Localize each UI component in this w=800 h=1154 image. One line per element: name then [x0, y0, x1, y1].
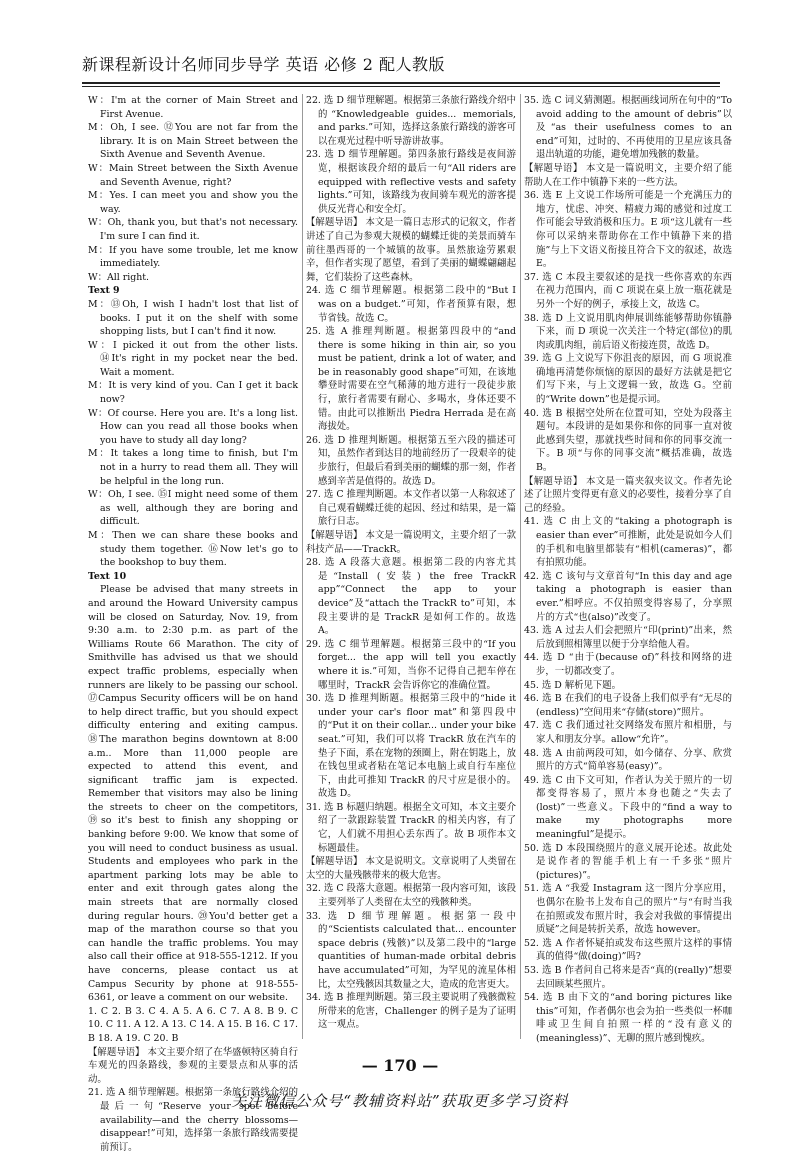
paragraph: 54. 选 B 由下文的“and boring pictures like this”可知，作者偶尔也会为拍一些类似一杯咖啡或卫生间自拍照一样的“没有意义的(meaningless)”、无聊的照片感到愧疚。	[524, 992, 732, 1044]
paragraph: 52. 选 A 作者怀疑拍或发布这些照片这样的事情真的值得“做(doing)”吗?	[524, 937, 732, 963]
paragraph: M：Then we can share these books and study them together. ⑯Now let's go to the bookshop to buy them.	[88, 530, 298, 569]
paragraph: 【解题导语】 本文主要介绍了在华盛顿特区骑自行车观光的四条路线，参观的主要景点和从事的活动。	[88, 1046, 298, 1085]
paragraph: 34. 选 B 推理判断题。第三段主要说明了残骸微粒所带来的危害，Challenger 的例子是为了证明这一观点。	[306, 992, 516, 1031]
paragraph: 【解题导语】 本文是一篇说明文，主要介绍了一款科技产品——TrackR。	[306, 530, 516, 555]
paragraph: 39. 选 G 上文说写下你沮丧的原因，而 G 项说准确地再清楚你烦恼的原因的最好方法就是把它们写下来，与上文逻辑一致，故选 G。空前的“Write down”也是提示词。	[524, 353, 732, 406]
paragraph: 40. 选 B 根据空处所在位置可知，空处为段落主题句。本段讲的是如果你和你的同事一直对彼此感到失望，那就找些时间和你的同事交流一下。B 项“与你的同事交流”概括准确，故选 B。	[524, 407, 732, 474]
paragraph: 35. 选 C 词义猜测题。根据画线词所在句中的“To avoid adding to the amount of debris”以及“as their usefulness comes to an end”可知，过时的、不再使用的卫星应该具备退出轨道的功能，避免增加残骸的数量。	[524, 95, 732, 161]
paragraph: 37. 选 C 本段主要叙述的是找一些你喜欢的东西在视力范围内，而 C 项说在桌上放一瓶花就是另外一个好的例子，承接上文，故选 C。	[524, 271, 732, 310]
paragraph: 【解题导语】 本文是一篇说明文，主要介绍了能帮助人在工作中镇静下来的一些方法。	[524, 162, 732, 188]
paragraph: M：Yes. I can meet you and show you the way.	[88, 190, 298, 215]
paragraph: 47. 选 C 我们通过社交网络发布照片和相册，与家人和朋友分享。allow“允许”。	[524, 720, 732, 745]
column-left	[88, 94, 298, 1153]
paragraph: W：Oh, thank you, but that's not necessary. I'm sure I can find it.	[88, 217, 298, 242]
column-middle	[306, 94, 516, 1044]
paragraph: 【解题导语】 本文是一篇夹叙夹议文。作者先论述了让照片变得更有意义的必要性，接着分享了自己的经验。	[524, 475, 732, 514]
paragraph: 22. 选 D 细节理解题。根据第三条旅行路线介绍中的“Knowledgeable guides... memorials, and parks.”可知，选择这条旅行路线的游客可以在观光过程中听导游讲故事。	[306, 95, 516, 147]
paragraph: 44. 选 D “由于(because of)”科技和网络的进步，一切都改变了。	[524, 652, 732, 677]
footer-note: 关注微信公众号“教辅资料站”获取更多学习资料	[231, 1092, 569, 1110]
paragraph: W：Main Street between the Sixth Avenue and Seventh Avenue, right?	[88, 162, 298, 188]
paragraph: W：Oh, I see. ⑮I might need some of them as well, although they are boring and difficult.	[88, 489, 298, 528]
paragraph: 50. 选 D 本段围绕照片的意义展开论述。故此处是说作者的智能手机上有一千多张“照片(pictures)”。	[524, 842, 732, 881]
paragraph: W：I picked it out from the other lists. ⑭It's right in my pocket near the bed. Wait a moment.	[88, 339, 298, 378]
paragraph: W：I'm at the corner of Main Street and First Avenue.	[88, 95, 298, 120]
paragraph: 43. 选 A 过去人们会把照片“印(print)”出来，然后放到照相簿里以便于分享给他人看。	[524, 625, 732, 650]
paragraph: 29. 选 C 细节理解题。根据第三段中的“If you forget... the app will tell you exactly where it is.”可知，当你不记得自己把车停在哪里时，TrackR 会告诉你它的准确位置。	[306, 638, 516, 691]
paragraph: 24. 选 C 细节理解题。根据第二段中的“But I was on a budget.”可知，作者预算有限，想节省钱。故选 C。	[306, 285, 516, 324]
paragraph: W：Of course. Here you are. It's a long list. How can you read all those books when you have to study all day long?	[88, 407, 298, 446]
header-rule	[82, 82, 720, 84]
paragraph: W：All right.	[88, 271, 150, 283]
paragraph: 38. 选 D 上文说用肌肉伸展训练能够帮助你镇静下来，而 D 项说一次关注一个特定(部位)的肌肉或肌肉组，前后语义衔接连贯，故选 D。	[524, 312, 732, 351]
paragraph: 31. 选 B 标题归纳题。根据全文可知，本文主要介绍了一款跟踪装置 TrackR 的相关内容，有了它，人们就不用担心丢东西了。故 B 项作本文标题最佳。	[306, 801, 516, 854]
paragraph: 48. 选 A 由前两段可知，如今储存、分享、欣赏照片的方式“简单容易(easy)”。	[524, 747, 732, 773]
column-right	[524, 94, 732, 1044]
header-rule-thin	[82, 86, 720, 87]
paragraph: Please be advised that many streets in and around the Howard University campus will be closed on Saturday, Nov. 19, from 9:30 a.m. to 2:30 p.m. as part of the Williams Route 66 Marathon. The city of Smithville has advised us that we should expect traffic problems, especially when runners are likely to be passing our school. ⑰Campus Security officers will be on hand to help direct traffic, but you should expect difficulty entering and exiting campus. ⑱The marathon begins downtown at 8:00 a.m.. More than 11,000 people are expected to attend this event, and significant traffic jam is expected. Remember that visitors may also be lining the streets to cheer on the competitors, ⑲so it's best to finish any shopping or banking before 9:00. We know that some of you will need to conduct business as usual. Students and employees who park in the apartment parking lots may be able to enter and exit through gates along the main streets that are normally closed during regular hours. ⑳You'd better get a map of the marathon course so that you can handle the traffic problems. You may also call their office at 918-555-1212. If you have concerns, please contact us at Campus Security by phone at 918-555-6361, or leave a comment on our website.	[88, 584, 298, 1004]
paragraph: 25. 选 A 推理判断题。根据第四段中的“and there is some hiking in thin air, so you must be patient, drink a lot of water, and be in reasonably good shape”可知，在该地攀登时需要在空气稀薄的地方进行一段徒步旅行，旅行者需要有耐心、多喝水，身体还要不错。由此可以推断出 Piedra Herrada 是在高海拔处。	[306, 326, 516, 433]
paragraph: 30. 选 D 推理判断题。根据第三段中的“hide it under your car's floor mat”和第四段中的“Put it on their collar... under your bike seat.”可知，我们可以将 TrackR 放在汽车的垫子下面，系在宠物的颈圈上，附在钥匙上，放在钱包里或者粘在笔记本电脑上或自行车座位下，由此可推知 TrackR 的尺寸应是很小的。故选 D。	[306, 693, 516, 800]
paragraph: 33. 选 D 细节理解题。根据第一段中的“Scientists calculated that... encounter space debris (残骸)”以及第二段中的“large quantities of human-made orbital debris have accumulated”可知，为罕见的流星体相比，太空残骸因其数量之大，造成的危害更大。	[306, 910, 516, 990]
paragraph: M：It is very kind of you. Can I get it back now?	[88, 380, 298, 406]
paragraph: 42. 选 C 该句与文章首句“In this day and age taking a photograph is easier than ever.”相呼应。不仅拍照变得容易了，分享照片的方式“也(also)”改变了。	[524, 570, 732, 623]
paragraph: 【解题导语】 本文是说明文。文章说明了人类留在太空的大量残骸带来的极大危害。	[306, 856, 516, 881]
paragraph: 【解题导语】 本文是一篇日志形式的记叙文，作者讲述了自己为参观大规模的蝴蝶迁徙的美景而骑车前往墨西哥的一个城镇的故事。虽然旅途劳累艰辛，但作者实现了愿望，看到了美丽的蝴蝶翩翩起舞，它们装扮了这些森林。	[306, 217, 516, 283]
paragraph: 45. 选 D 解析见下题。	[524, 679, 621, 691]
paragraph: M：⑬Oh, I wish I hadn't lost that list of books. I put it on the shelf with some shopping lists, but I can't find it now.	[88, 298, 298, 338]
paragraph: 41. 选 C 由上文的“taking a photograph is easier than ever”可推断，此处是说如今人们的手机和电脑里都装有“相机(cameras)”，都有拍照功能。	[524, 516, 732, 569]
paragraph: 53. 选 B 作者问自己将来是否“真的(really)”想要去回顾某些照片。	[524, 965, 732, 990]
paragraph: 46. 选 B 在我们的电子设备上我们似乎有“无尽的(endless)”空间用来“存储(store)”照片。	[524, 693, 732, 718]
paragraph: 49. 选 C 由下文可知，作者认为关于照片的一切都变得容易了，照片本身也随之“失去了(lost)”一些意义。下段中的“find a way to make my photographs more meaningful”是提示。	[524, 774, 732, 841]
paragraph: 27. 选 C 推理判断题。本文作者以第一人称叙述了自己观看蝴蝶迁徙的起因、经过和结果，是一篇旅行日志。	[306, 489, 516, 528]
column-divider-1	[302, 94, 303, 1039]
paragraph: 26. 选 D 推理判断题。根据第五至六段的描述可知，虽然作者到达目的地前经历了一段艰辛的徒步旅行，但最后看到美丽的蝴蝶的那一刻，作者感到辛苦是值得的。故选 D。	[306, 434, 516, 487]
paragraph: 51. 选 A “我爱 Instagram 这一图片分享应用，也偶尔在脸书上发布自己的照片”与“有时当我在拍照或发布照片时，我会对我做的事情提出质疑”之间是转折关系，故选 however。	[524, 883, 732, 936]
paragraph: M：If you have some trouble, let me know immediately.	[88, 244, 298, 270]
paragraph: Text 9	[88, 285, 120, 297]
paragraph: 36. 选 E 上文说工作场所可能是一个充满压力的地方，忧虑、冲突、精疲力竭的感觉和过度工作可能会导致消极和压力。E 项“这儿就有一些你可以采纳来帮助你在工作中镇静下来的措施”与上下文语义衔接且符合下文的叙述，故选 E。	[524, 190, 732, 270]
paragraph: M：It takes a long time to finish, but I'm not in a hurry to read them all. They will be helpful in the long run.	[88, 448, 298, 487]
paragraph: 1. C 2. B 3. C 4. A 5. A 6. C 7. A 8. B 9. C 10. C 11. A 12. A 13. C 14. A 15. B 16. C 17. B 18. A 19. C 20. B	[88, 1005, 298, 1044]
page-number: — 170 —	[361, 1056, 439, 1075]
page-header: 新课程新设计名师同步导学 英语 必修 2 配人教版	[82, 55, 446, 74]
paragraph: 21. 选 A 细节理解题。根据第一条旅行路线介绍的最后一句“Reserve your spot before availability—and the cherry blossoms—disappear!”可知，选择第一条旅行路线需要提前预订。	[88, 1087, 298, 1153]
paragraph: Text 10	[88, 570, 127, 582]
paragraph: M：Oh, I see. ⑫You are not far from the library. It is on Main Street between the Sixth Avenue and Seventh Avenue.	[88, 122, 298, 161]
paragraph: 28. 选 A 段落大意题。根据第二段的内容尤其是“Install (安装) the free TrackR app”“Connect the app to your device”及“attach the TrackR to”可知，本段主要讲的是 TrackR 是如何工作的。故选 A。	[306, 557, 516, 637]
paragraph: 32. 选 C 段落大意题。根据第一段内容可知，该段主要列举了人类留在太空的残骸种类。	[306, 883, 516, 909]
paragraph: 23. 选 D 细节理解题。第四条旅行路线是夜间游览，根据该段介绍的最后一句“All riders are equipped with reflective vests and safety lights.”可知，该路线为夜间骑车观光的游客提供反光背心和安全灯。	[306, 149, 516, 215]
column-divider-2	[520, 94, 521, 1039]
